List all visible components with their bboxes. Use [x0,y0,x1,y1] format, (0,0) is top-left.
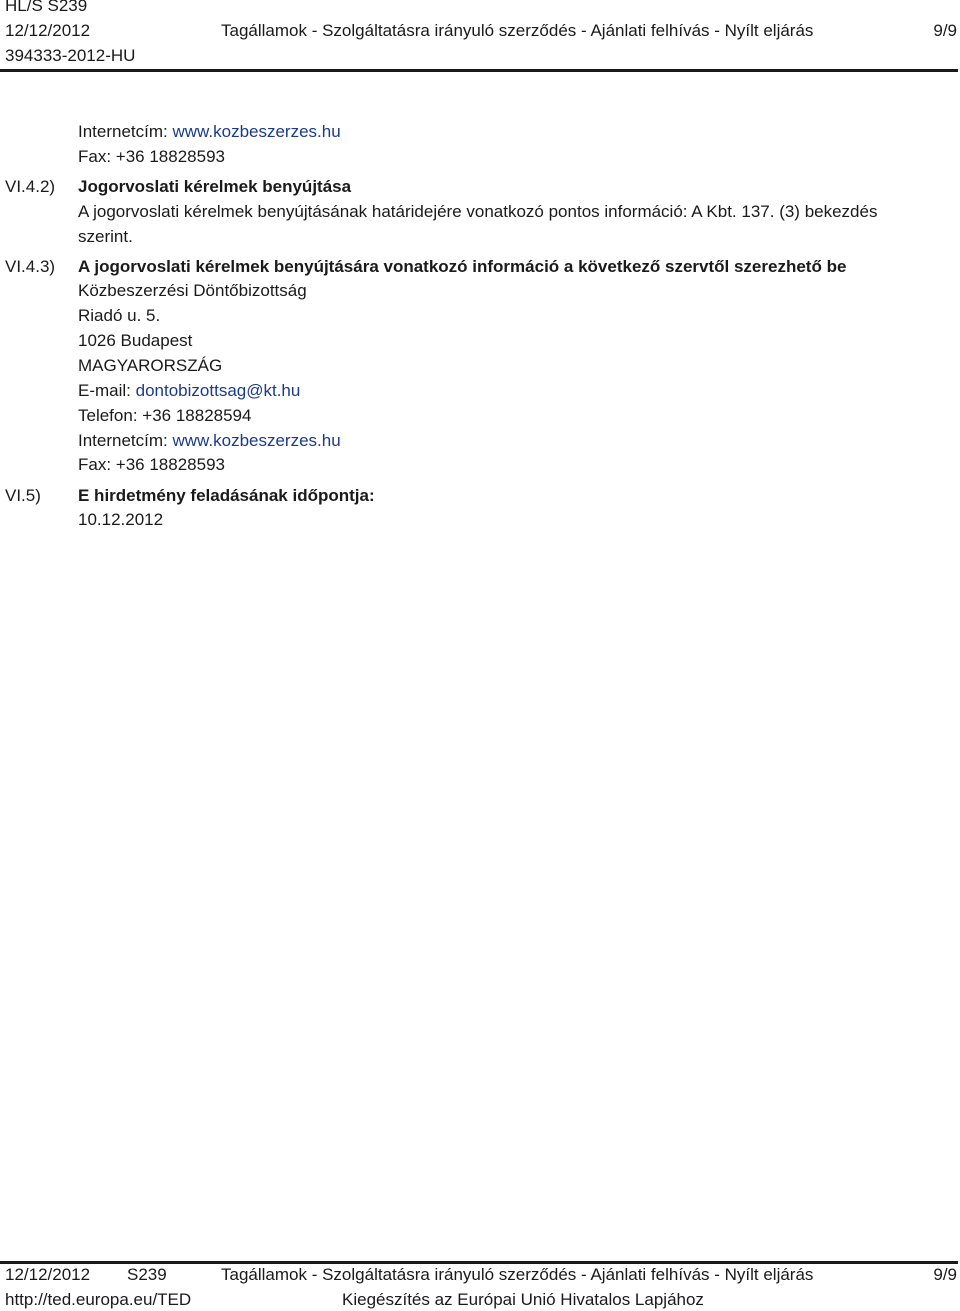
internet-label: Internetcím: [78,122,168,141]
footer-rule [0,1261,958,1264]
section-title: A jogorvoslati kérelmek benyújtására vonatkozó információ a következő szervtől szerezhető be [78,257,847,276]
section-text: A jogorvoslati kérelmek benyújtásának határidejére vonatkozó pontos információ: A Kbt. 137. (3) bekezdés [78,202,878,221]
email-link[interactable]: dontobizottsag@kt.hu [135,381,301,400]
internet-link[interactable]: www.kozbeszerzes.hu [172,431,341,450]
header-journal: HL/S S239 [5,0,88,15]
street-address: Riadó u. 5. [78,306,161,325]
dispatch-date: 10.12.2012 [78,510,164,529]
section-title: E hirdetmény feladásának időpontja: [78,486,375,505]
fax-line: Fax: +36 18828593 [78,455,225,474]
section-number: VI.5) [5,486,41,505]
header-title: Tagállamok - Szolgáltatásra irányuló szerződés - Ajánlati felhívás - Nyílt eljárás [221,21,814,40]
email-line [78,381,300,401]
footer-date: 12/12/2012 [5,1265,91,1284]
fax-line: Fax: +36 18828593 [78,147,225,166]
header-rule [0,69,958,72]
footer-series: S239 [127,1265,167,1284]
header-date: 12/12/2012 [5,21,91,40]
section-number: VI.4.2) [5,177,56,196]
header-doc-number: 394333-2012-HU [5,46,136,65]
header-page-number: 9/9 [933,21,957,40]
section-text-continued: szerint. [78,227,133,246]
email-label: E-mail: [78,381,131,400]
section-number: VI.4.3) [5,257,56,276]
internet-line [78,122,341,142]
phone-line: Telefon: +36 18828594 [78,406,252,425]
organization-name: Közbeszerzési Döntőbizottság [78,281,307,300]
internet-link[interactable]: www.kozbeszerzes.hu [172,122,341,141]
footer-url[interactable]: http://ted.europa.eu/TED [5,1290,192,1309]
internet-label: Internetcím: [78,431,168,450]
internet-line [78,431,341,451]
city: 1026 Budapest [78,331,193,350]
country: MAGYARORSZÁG [78,356,223,375]
section-title: Jogorvoslati kérelmek benyújtása [78,177,352,196]
footer-page-number: 9/9 [933,1265,957,1284]
footer-title: Tagállamok - Szolgáltatásra irányuló szerződés - Ajánlati felhívás - Nyílt eljárás [221,1265,814,1284]
footer-supplement: Kiegészítés az Európai Unió Hivatalos Lapjához [342,1290,704,1309]
